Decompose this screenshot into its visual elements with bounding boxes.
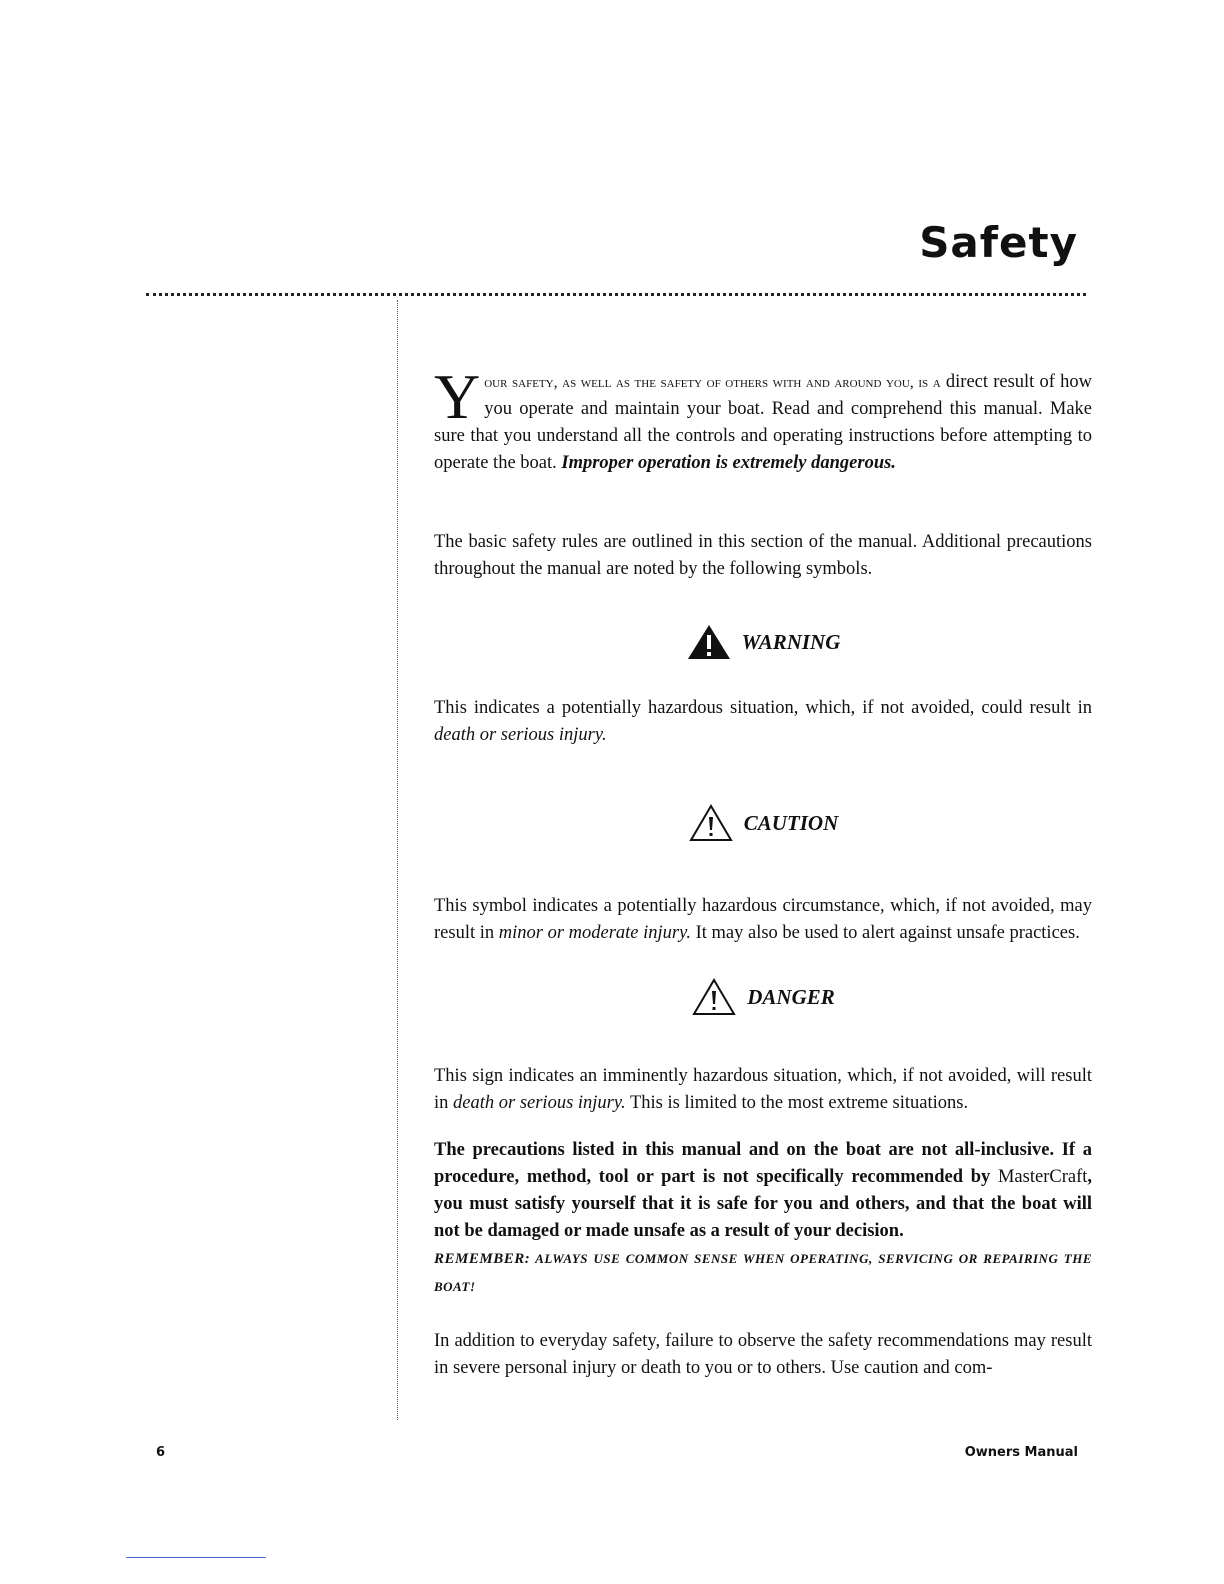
page-title: Safety	[919, 218, 1078, 267]
everyday-safety-paragraph: In addition to everyday safety, failure to observe the safety recommendations may result in severe personal injury or death to you or to others. Use caution and com-	[434, 1331, 1092, 1378]
caution-heading	[434, 803, 1092, 843]
remember-text: ALWAYS USE COMMON SENSE WHEN OPERATING, SERVICING OR REPAIRING THE BOAT!	[434, 1251, 1092, 1294]
caution-paragraph	[434, 893, 1092, 947]
caution-text: This symbol indicates a potentially hazardous circumstance, which, if not avoided, may result in	[434, 896, 1092, 943]
intro-paragraph	[434, 361, 1092, 477]
danger-label: DANGER	[747, 984, 835, 1009]
danger-text: This sign indicates an imminently hazardous situation, which, if not avoided, will result in	[434, 1066, 1092, 1113]
danger-outline-triangle-icon	[691, 977, 737, 1017]
precautions-text-after: , you must satisfy yourself that it is safe for you and others, and that the boat will not be damaged or made unsafe as a result of your decision.	[434, 1167, 1092, 1241]
caution-label: CAUTION	[743, 810, 839, 835]
caution-outline-triangle-icon	[688, 803, 734, 843]
precautions-paragraph	[434, 1137, 1092, 1245]
danger-italic-text: death or serious injury.	[453, 1093, 626, 1113]
footer-title: Owners Manual	[964, 1445, 1078, 1460]
remember-note	[434, 1245, 1092, 1300]
column-dotted-rule	[397, 300, 398, 1420]
bottom-rule	[126, 1557, 266, 1558]
danger-text-after: This is limited to the most extreme situations.	[625, 1093, 969, 1113]
warning-filled-triangle-icon	[686, 623, 732, 661]
remember-lead: REMEMBER:	[434, 1251, 531, 1267]
warning-text: This indicates a potentially hazardous situation, which, if not avoided, could result in	[434, 698, 1092, 718]
main-content	[434, 361, 1092, 1382]
warning-label: WARNING	[741, 629, 841, 654]
warning-heading	[434, 623, 1092, 661]
intro-smallcaps: our safety, as well as the safety of others with and around you, is a	[484, 374, 941, 391]
dropcap: Y	[434, 361, 481, 432]
precautions-text: The precautions listed in this manual and on the boat are not all-inclusive. If a procedure, method, tool or part is not specifically recommended by	[434, 1140, 1092, 1187]
caution-text-after: It may also be used to alert against unsafe practices.	[690, 923, 1080, 943]
warning-italic-text: death or serious injury.	[434, 725, 607, 745]
caution-italic-text: minor or moderate injury.	[498, 923, 691, 943]
basic-rules-paragraph: The basic safety rules are outlined in this section of the manual. Additional precautions throughout the manual are noted by the following symbols.	[434, 532, 1092, 579]
warning-paragraph	[434, 695, 1092, 749]
intro-emphasis: Improper operation is extremely dangerous.	[561, 453, 896, 473]
precautions-brand: MasterCraft	[997, 1167, 1088, 1187]
danger-heading	[434, 977, 1092, 1017]
danger-paragraph	[434, 1063, 1092, 1117]
title-dotted-rule	[146, 293, 1086, 296]
intro-text: direct result of how you operate and maintain your boat. Read and comprehend this manual. Make sure that you understand all the controls and operating instructions before attempting to operate the boat.	[434, 372, 1092, 473]
page-number: 6	[156, 1445, 166, 1460]
